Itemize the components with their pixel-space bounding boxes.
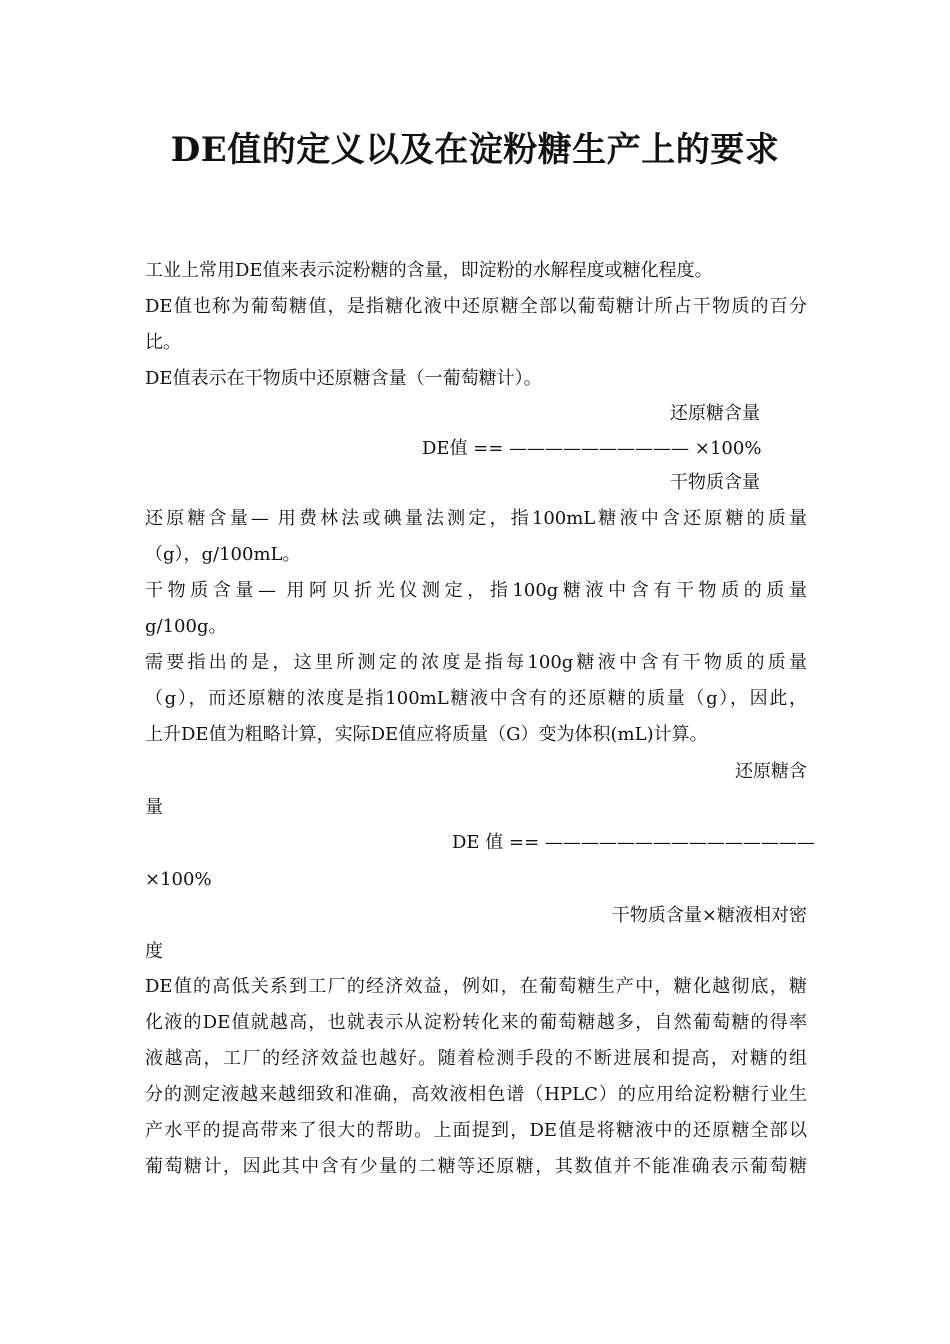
- formula-denominator: 干物质含量×糖液相对密: [611, 905, 807, 926]
- paragraph-line: 产水平的提高带来了很大的帮助。上面提到，DE值是将糖液中的还原糖全部以: [145, 1120, 807, 1141]
- formula-numerator: 还原糖含量: [670, 403, 760, 424]
- paragraph-line: 还原糖含量— 用费林法或碘量法测定，指100mL糖液中含还原糖的质量: [145, 508, 807, 529]
- paragraph-line: （g），g/100mL。: [145, 544, 301, 565]
- formula-denominator-wrap: 度: [145, 941, 163, 962]
- paragraph-line: 工业上常用DE值来表示淀粉糖的含量，即淀粉的水解程度或糖化程度。: [145, 260, 713, 281]
- document-title: DE值的定义以及在淀粉糖生产上的要求: [170, 130, 780, 170]
- formula-main: DE值 == —————————— ×100%: [422, 438, 762, 459]
- paragraph-line: 化液的DE值就越高，也就表示从淀粉转化来的葡萄糖越多，自然葡萄糖的得率: [145, 1012, 807, 1033]
- paragraph-line: 上升DE值为粗略计算，实际DE值应将质量（G）变为体积(mL)计算。: [145, 724, 708, 745]
- paragraph-line: 需要指出的是，这里所测定的浓度是指每100g糖液中含有干物质的质量: [145, 652, 807, 673]
- formula-main-wrap: ×100%: [145, 869, 212, 890]
- paragraph-line: g/100g。: [145, 616, 227, 637]
- paragraph-line: DE值表示在干物质中还原糖含量（一葡萄糖计）。: [145, 368, 542, 389]
- formula-main: DE 值 == ———————————————: [452, 832, 815, 853]
- paragraph-line: 葡萄糖计，因此其中含有少量的二糖等还原糖，其数值并不能准确表示葡萄糖: [145, 1156, 807, 1177]
- paragraph-line: （g），而还原糖的浓度是指100mL糖液中含有的还原糖的质量（g），因此，: [145, 688, 807, 709]
- paragraph-line: DE值的高低关系到工厂的经济效益，例如，在葡萄糖生产中，糖化越彻底，糖: [145, 976, 807, 997]
- paragraph-line: DE值也称为葡萄糖值，是指糖化液中还原糖全部以葡萄糖计所占干物质的百分: [145, 296, 807, 317]
- formula-numerator-wrap: 量: [145, 797, 163, 818]
- paragraph-line: 干物质含量— 用阿贝折光仪测定，指100g糖液中含有干物质的质量: [145, 580, 807, 601]
- paragraph-line: 比。: [145, 332, 181, 353]
- paragraph-line: 分的测定液越来越细致和准确，高效液相色谱（HPLC）的应用给淀粉糖行业生: [145, 1084, 807, 1105]
- formula-numerator: 还原糖含: [735, 761, 807, 782]
- paragraph-line: 液越高，工厂的经济效益也越好。随着检测手段的不断进展和提高，对糖的组: [145, 1048, 807, 1069]
- formula-denominator: 干物质含量: [670, 472, 760, 493]
